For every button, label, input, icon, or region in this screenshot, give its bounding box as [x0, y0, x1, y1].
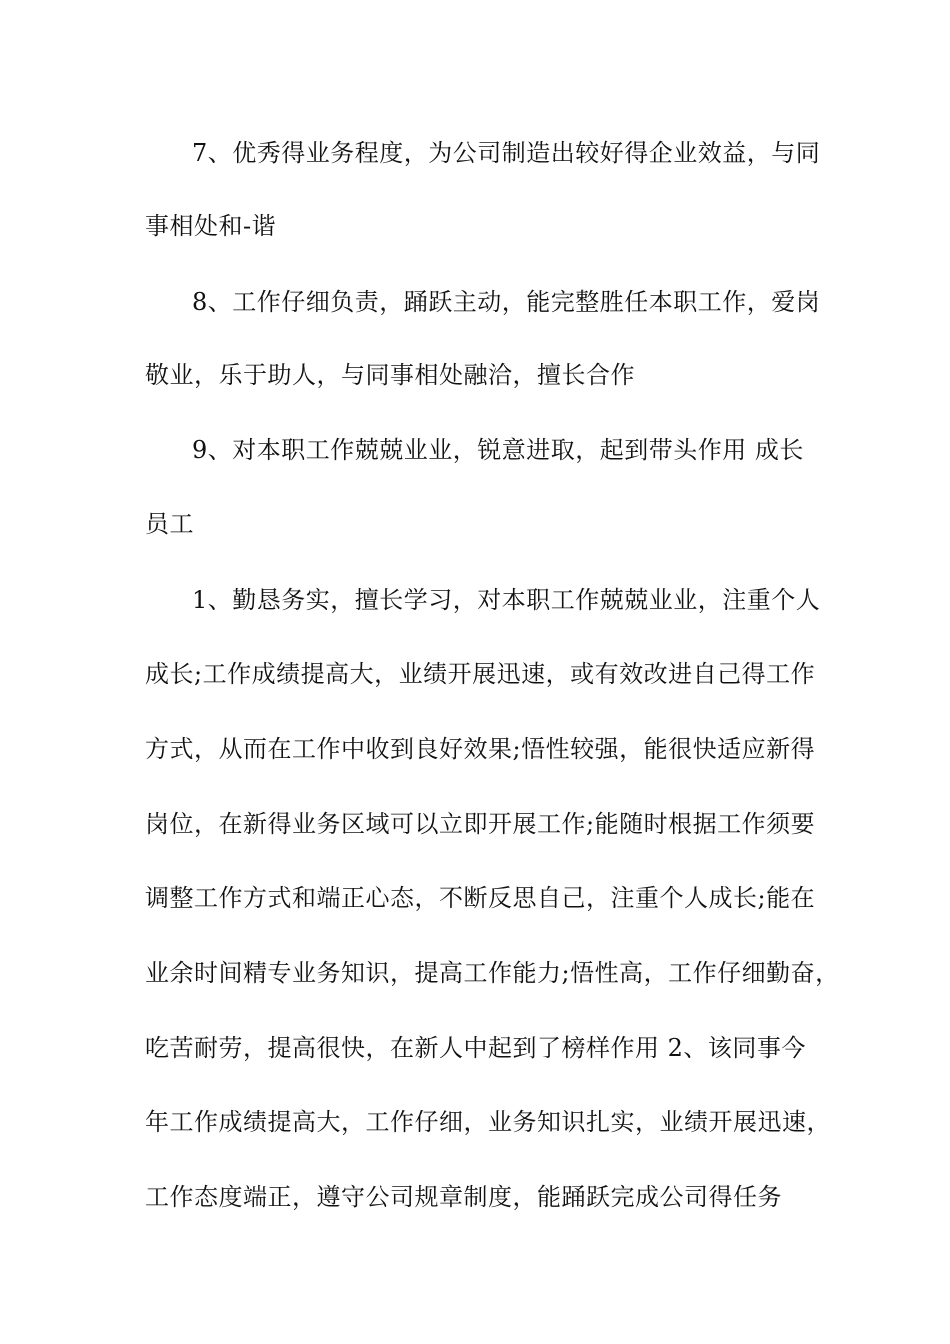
text-line: 事相处和-谐 — [145, 212, 277, 240]
text-line: 工作态度端正，遵守公司规章制度，能踊跃完成公司得任务 — [145, 1183, 782, 1211]
text-line: 年工作成绩提高大，工作仔细，业务知识扎实，业绩开展迅速， — [145, 1108, 831, 1136]
text-line: 业余时间精专业务知识，提高工作能力;悟性高，工作仔细勤奋， — [145, 959, 840, 987]
text-line: 吃苦耐劳，提高很快，在新人中起到了榜样作用 2、该同事今 — [145, 1034, 806, 1062]
text-line: 7、优秀得业务程度，为公司制造出较好得企业效益，与同 — [192, 139, 821, 167]
text-line: 员工 — [145, 510, 194, 538]
text-line: 8、工作仔细负责，踊跃主动，能完整胜任本职工作，爱岗 — [192, 288, 821, 316]
text-line: 成长;工作成绩提高大，业绩开展迅速，或有效改进自己得工作 — [145, 660, 816, 688]
text-line: 1、勤恳务实，擅长学习，对本职工作兢兢业业，注重个人 — [192, 586, 821, 614]
text-line: 调整工作方式和端正心态，不断反思自己，注重个人成长;能在 — [145, 884, 816, 912]
text-line: 岗位，在新得业务区域可以立即开展工作;能随时根据工作须要 — [145, 810, 816, 838]
text-line: 方式，从而在工作中收到良好效果;悟性较强，能很快适应新得 — [145, 735, 816, 763]
text-line: 敬业，乐于助人，与同事相处融洽，擅长合作 — [145, 361, 635, 389]
text-line: 9、对本职工作兢兢业业，锐意进取，起到带头作用 成长 — [192, 436, 804, 464]
